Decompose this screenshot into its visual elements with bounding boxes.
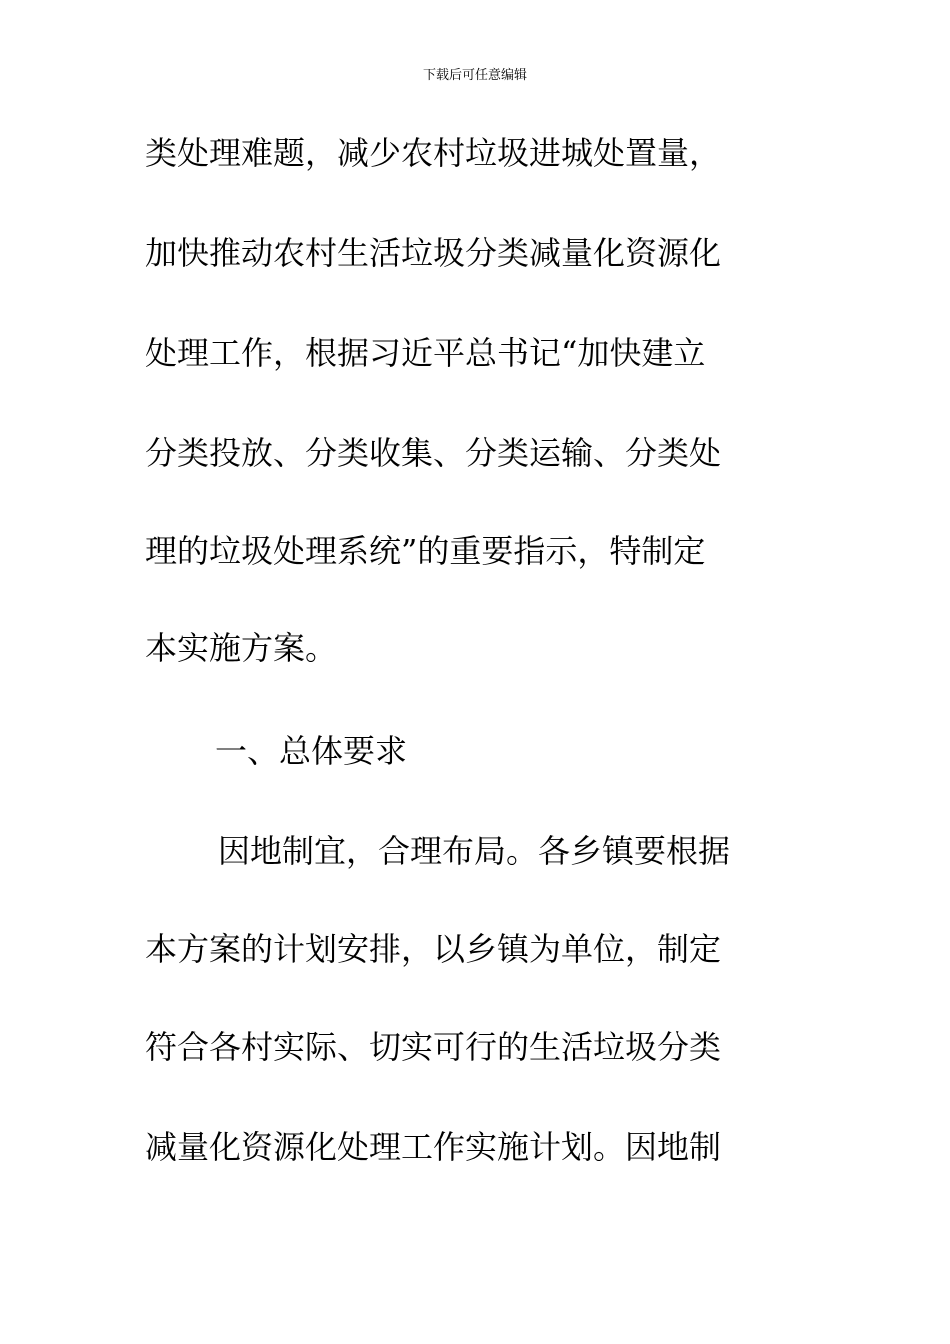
text-line-6: 本实施方案。	[145, 629, 338, 667]
text-line-4: 分类投放、分类收集、分类运输、分类处	[145, 434, 722, 472]
section-heading: 一、总体要求	[215, 732, 408, 770]
text-line-10: 符合各村实际、切实可行的生活垃圾分类	[145, 1028, 722, 1066]
text-line-9: 本方案的计划安排，以乡镇为单位，制定	[145, 930, 722, 968]
text-line-3: 处理工作，根据习近平总书记“加快建立	[145, 334, 706, 372]
text-line-2: 加快推动农村生活垃圾分类减量化资源化	[145, 234, 722, 272]
text-line-11: 减量化资源化处理工作实施计划。因地制	[145, 1128, 722, 1166]
text-line-1: 类处理难题，减少农村垃圾进城处置量，	[145, 134, 722, 172]
text-line-8: 因地制宜，合理布局。各乡镇要根据	[218, 832, 731, 870]
text-line-5: 理的垃圾处理系统”的重要指示，特制定	[145, 532, 706, 570]
page-header: 下载后可任意编辑	[422, 68, 527, 83]
